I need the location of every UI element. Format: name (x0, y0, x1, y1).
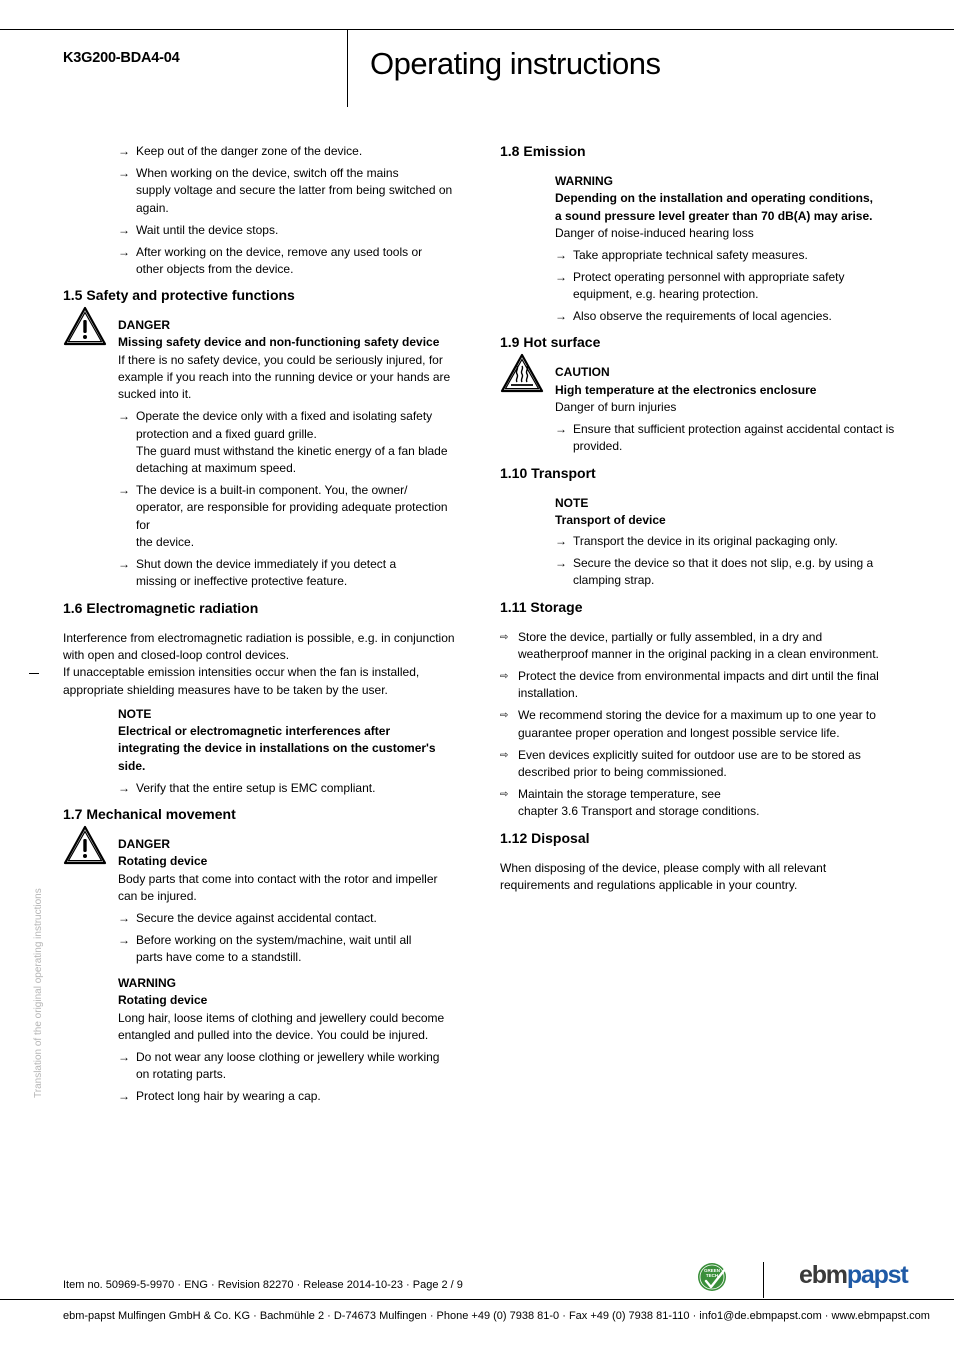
caution-label: CAUTION (555, 365, 610, 380)
section-1-8-body (500, 173, 895, 325)
section-1-12-title: 1.12 Disposal (500, 829, 590, 846)
arrow-icon: → (118, 483, 130, 498)
greentech-word-1: GREEN (703, 1268, 721, 1273)
document-meta: Item no. 50969-5-9970 · ENG · Revision 82270 · Release 2014-10-23 · Page 2 / 9 (63, 1279, 463, 1291)
item-text-line: Protect long hair by wearing a cap. (136, 1089, 321, 1104)
instruction-item (118, 556, 463, 591)
item-text-line: Before working on the system/machine, wait until all (136, 932, 412, 947)
item-text-line: Store the device, partially or fully assembled, in a dry and (518, 629, 823, 644)
right-column (500, 143, 895, 894)
item-text-line: operator, are responsible for providing adequate protection for (136, 500, 448, 532)
storage-list-item (500, 668, 895, 703)
warning-text (555, 225, 895, 242)
bullet-arrow-icon: ⇨ (500, 749, 509, 761)
section-1-6-note (63, 706, 463, 797)
ebmpapst-logo (799, 1260, 908, 1290)
instruction-item (118, 910, 463, 927)
note-subtitle (118, 723, 463, 775)
arrow-icon: → (555, 422, 567, 437)
text-line: appropriate shielding measures have to be taken by the user. (63, 682, 388, 697)
arrow-icon: → (118, 165, 130, 180)
item-text-line: Do not wear any loose clothing or jewellery while working (136, 1050, 440, 1065)
text-line: example if you reach into the running device or your hands are (118, 370, 451, 385)
item-text-line: Ensure that sufficient protection against accidental contact is (573, 422, 895, 437)
instruction-item (555, 269, 895, 304)
instruction-item (118, 165, 463, 217)
section-1-5-body (63, 317, 463, 591)
page-title: Operating instructions (370, 46, 661, 81)
emc-items (118, 780, 463, 797)
text-line: entangled and pulled into the device. You could be injured. (118, 1028, 429, 1043)
note-label: NOTE (118, 706, 152, 721)
text-line: Long hair, loose items of clothing and jewellery could become (118, 1010, 445, 1025)
section-1-11-title: 1.11 Storage (500, 598, 583, 615)
item-text-line: protection and a fixed guard grille. (136, 426, 317, 441)
text-line: Body parts that come into contact with the rotor and impeller (118, 871, 438, 886)
storage-items (500, 629, 895, 821)
item-text-line: supply voltage and secure the latter from being switched on (136, 183, 453, 198)
arrow-icon: → (118, 1089, 130, 1104)
item-text-line: Wait until the device stops. (136, 222, 279, 237)
item-text-line: Operate the device only with a fixed and isolating safety (136, 409, 433, 424)
warning-subtitle: Rotating device (118, 993, 208, 1008)
item-text-line: Secure the device against accidental contact. (136, 910, 377, 925)
arrow-icon: → (118, 780, 130, 795)
storage-list-item (500, 629, 895, 664)
bullet-arrow-icon: ⇨ (500, 710, 509, 722)
caution-subtitle: High temperature at the electronics enclosure (555, 382, 817, 397)
section-1-9-body (500, 364, 895, 455)
text-line: requirements and regulations applicable in your country. (500, 877, 798, 892)
section-1-7-title: 1.7 Mechanical movement (63, 806, 236, 823)
instruction-item (555, 421, 895, 456)
brand-papst: papst (846, 1261, 908, 1289)
company-address: ebm-papst Mulfingen GmbH & Co. KG · Bachmühle 2 · D-74673 Mulfingen · Phone +49 (0) 7938 81-0 · Fax +49 (0) 7938 81-110 · info1@de.ebmpapst.com · www.ebmpapst.com (63, 1310, 930, 1322)
brand-ebm: ebm (799, 1261, 847, 1289)
danger-text (118, 871, 463, 906)
arrow-icon: → (555, 309, 567, 324)
instruction-item (555, 533, 895, 550)
item-text-line: Also observe the requirements of local agencies. (573, 309, 832, 324)
caution-block (555, 364, 895, 416)
item-text-line: detaching at maximum speed. (136, 461, 297, 476)
item-text-line: Secure the device so that it does not slip, e.g. by using a (573, 556, 874, 571)
arrow-icon: → (118, 222, 130, 237)
greentech-word-2: TECH (705, 1273, 719, 1278)
arrow-icon: → (118, 932, 130, 947)
model-number: K3G200-BDA4-04 (63, 50, 180, 66)
section-1-9-title: 1.9 Hot surface (500, 334, 601, 351)
header-divider (347, 29, 348, 107)
bullet-arrow-icon: ⇨ (500, 671, 509, 683)
item-text-line: Keep out of the danger zone of the device. (136, 144, 363, 158)
disposal-text (500, 860, 895, 895)
item-text-line: The device is a built-in component. You, the owner/ (136, 483, 408, 498)
instruction-item (555, 308, 895, 325)
section-1-10-title: 1.10 Transport (500, 464, 596, 481)
text-line: If unacceptable emission intensities occur when the fan is installed, (63, 665, 420, 680)
text-line: Electrical or electromagnetic interferences after (118, 724, 391, 739)
arrow-icon: → (555, 556, 567, 571)
item-text-line: Take appropriate technical safety measures. (573, 247, 808, 262)
item-text-line: Shut down the device immediately if you detect a (136, 557, 397, 572)
text-line: sucked into it. (118, 387, 192, 402)
transport-items (555, 533, 895, 590)
instruction-item (118, 222, 463, 239)
danger-subtitle: Missing safety device and non-functioning safety device (118, 335, 440, 350)
bullet-arrow-icon: ⇨ (500, 631, 509, 643)
translation-note: Translation of the original operating instructions (33, 888, 44, 1098)
section-1-10-body (500, 495, 895, 590)
storage-list-item (500, 747, 895, 782)
warning-label: WARNING (555, 174, 613, 188)
arrow-icon: → (118, 557, 130, 572)
text-line: If there is no safety device, you could be seriously injured, for (118, 352, 443, 367)
item-text-line: weatherproof manner in the original packing in a clean environment. (518, 647, 879, 662)
item-text-line: Protect the device from environmental impacts and dirt until the final (518, 669, 879, 684)
arrow-icon: → (555, 247, 567, 262)
rotating-warning-items (118, 1049, 463, 1106)
instruction-item (555, 247, 895, 264)
item-text-line: parts have come to a standstill. (136, 950, 302, 965)
danger-block-rotating (118, 836, 463, 905)
note-subtitle: Transport of device (555, 512, 666, 527)
instruction-item (118, 143, 463, 160)
instruction-item (118, 1049, 463, 1084)
item-text-line: We recommend storing the device for a maximum up to one year to (518, 708, 876, 723)
text-line: a sound pressure level greater than 70 dB(A) may arise. (555, 208, 873, 223)
instruction-item (118, 932, 463, 967)
instruction-item (118, 1088, 463, 1105)
caution-text (555, 399, 895, 416)
danger-block (118, 317, 463, 403)
item-text-line: missing or ineffective protective feature. (136, 574, 348, 589)
storage-list-item (500, 707, 895, 742)
text-line: integrating the device in installations on the customer's (118, 741, 436, 756)
intro-list (63, 143, 463, 278)
danger-subtitle: Rotating device (118, 854, 208, 869)
section-1-8-title: 1.8 Emission (500, 143, 586, 159)
emission-items (555, 247, 895, 326)
margin-mark (29, 673, 39, 674)
storage-list-item (500, 786, 895, 821)
section-1-5-title: 1.5 Safety and protective functions (63, 287, 295, 304)
warning-subtitle (555, 190, 895, 225)
danger-text (118, 352, 463, 404)
arrow-icon: → (118, 409, 130, 424)
instruction-item (118, 244, 463, 279)
item-text-line: again. (136, 200, 169, 215)
bullet-arrow-icon: ⇨ (500, 788, 509, 800)
rotating-danger-items (118, 910, 463, 967)
item-text-line: When working on the device, switch off the mains (136, 165, 399, 180)
warning-text (118, 1010, 463, 1045)
header-rule (0, 29, 954, 30)
warning-label: WARNING (118, 976, 176, 991)
text-line: Interference from electromagnetic radiation is possible, e.g. in conjunction (63, 630, 455, 645)
text-line: When disposing of the device, please comply with all relevant (500, 860, 827, 875)
arrow-icon: → (555, 534, 567, 549)
item-text-line: The guard must withstand the kinetic energy of a fan blade (136, 443, 448, 458)
item-text-line: Even devices explicitly suited for outdoor use are to be stored as (518, 747, 861, 762)
warning-triangle-icon (63, 825, 107, 865)
arrow-icon: → (118, 144, 130, 158)
text-line: Danger of noise-induced hearing loss (555, 225, 754, 240)
emc-text (63, 630, 463, 699)
logo-divider (763, 1262, 764, 1298)
note-label: NOTE (555, 495, 589, 510)
text-line: Danger of burn injuries (555, 400, 677, 415)
item-text-line: equipment, e.g. hearing protection. (573, 287, 759, 302)
text-line: can be injured. (118, 888, 197, 903)
footer-rule (0, 1299, 954, 1300)
greentech-logo-icon (697, 1262, 729, 1292)
item-text-line: Transport the device in its original packaging only. (573, 534, 838, 549)
intro-items (118, 143, 463, 278)
instruction-item (118, 408, 463, 477)
item-text-line: installation. (518, 686, 579, 701)
item-text-line: the device. (136, 535, 195, 550)
hot-surface-icon (500, 353, 544, 393)
instruction-item (118, 482, 463, 551)
item-text-line: described prior to being commissioned. (518, 764, 727, 779)
hot-surface-items (555, 421, 895, 456)
item-text-line: After working on the device, remove any used tools or (136, 244, 423, 259)
instruction-item (118, 780, 463, 797)
item-text-line: Maintain the storage temperature, see (518, 786, 721, 801)
warning-triangle-icon (63, 306, 107, 346)
item-text-line: clamping strap. (573, 573, 655, 588)
item-text-line: other objects from the device. (136, 261, 294, 276)
arrow-icon: → (118, 244, 130, 259)
item-text-line: chapter 3.6 Transport and storage conditions. (518, 804, 760, 819)
text-line: Depending on the installation and operating conditions, (555, 191, 873, 206)
text-line: with open and closed-loop control devices. (63, 647, 290, 662)
safety-items (118, 408, 463, 590)
arrow-icon: → (118, 1050, 130, 1065)
danger-label: DANGER (118, 837, 171, 852)
danger-label: DANGER (118, 318, 171, 333)
text-line: side. (118, 758, 146, 773)
item-text-line: on rotating parts. (136, 1067, 227, 1082)
arrow-icon: → (555, 269, 567, 284)
arrow-icon: → (118, 910, 130, 925)
item-text-line: provided. (573, 439, 623, 454)
item-text-line: Protect operating personnel with appropriate safety (573, 269, 845, 284)
left-column (63, 143, 463, 1110)
instruction-item (555, 555, 895, 590)
item-text-line: Verify that the entire setup is EMC compliant. (136, 780, 376, 795)
item-text-line: guarantee proper operation and longest possible service life. (518, 725, 840, 740)
section-1-7-body (63, 836, 463, 1106)
section-1-6-title: 1.6 Electromagnetic radiation (63, 599, 259, 616)
